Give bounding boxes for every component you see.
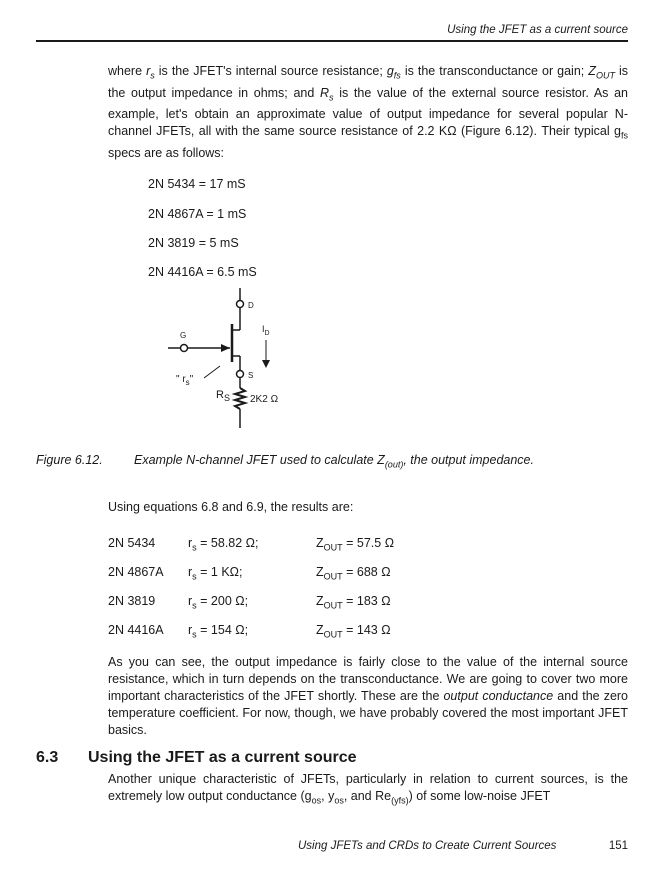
z-sub: OUT: [323, 571, 343, 582]
rs-internal-quote: ": [189, 374, 194, 385]
section-text: ) of some low-noise JFET: [408, 789, 551, 803]
intro-var: Z: [588, 64, 596, 78]
z-sub: OUT: [323, 542, 343, 553]
resistor-value: 2K2 Ω: [250, 394, 279, 405]
intro-text: is the JFET's internal source resistance;: [154, 64, 387, 78]
rs-var: r: [188, 594, 193, 608]
resistor-label: [216, 389, 230, 403]
discussion-text: As you can see, the output impedance is fairly close to the value of the internal source resistance, which in turn depends on the transconductance. We are going to cover two more important characteristics of the JFET shortly. These are the: [108, 655, 628, 703]
spec-line: 2N 3819 = 5 mS: [148, 236, 239, 250]
drain-current-label: [262, 324, 270, 337]
spec-line: 2N 4416A = 6.5 mS: [148, 265, 257, 279]
internal-rs-label: [176, 374, 194, 387]
zout-value: [316, 623, 391, 640]
drain-terminal: [237, 301, 244, 308]
section-sub: os: [334, 795, 344, 806]
jfet-circuit-diagram: [150, 288, 320, 433]
section-text: , and: [343, 789, 376, 803]
running-header: Using the JFET as a current source: [447, 24, 628, 36]
z-var: Z: [316, 536, 324, 550]
rs-internal-subscript: s: [185, 378, 190, 387]
zout-value: [316, 565, 391, 582]
id-subscript: D: [264, 330, 270, 337]
intro-sub: fs: [393, 70, 401, 81]
zout-value: [316, 536, 394, 553]
intro-text: specs are as follows:: [108, 145, 225, 160]
spec-line: 2N 4867A = 1 mS: [148, 207, 247, 221]
discussion-emphasis: output conductance: [443, 689, 554, 703]
section-text: Another unique characteristic of JFETs, particularly in relation to current sources, is the extremely low output conductance (: [108, 772, 628, 803]
part-number: 2N 4867A: [108, 565, 164, 579]
section-number: 6.3: [36, 749, 59, 766]
rs-sub: s: [192, 600, 197, 611]
z-sub: OUT: [323, 629, 343, 640]
z-var: Z: [316, 594, 324, 608]
part-number: 2N 3819: [108, 594, 156, 608]
source-label: S: [248, 371, 254, 380]
intro-var: g: [614, 124, 621, 138]
rs-value: [188, 536, 259, 553]
resistor-zigzag: [235, 388, 245, 409]
section-title: Using the JFET as a current source: [88, 749, 357, 766]
section-sub: os: [311, 795, 322, 806]
id-letter: I: [262, 324, 265, 334]
caption-text: , the output impedance.: [403, 453, 534, 467]
rs-internal-letter: " r: [176, 374, 186, 385]
rs-value: [188, 565, 243, 582]
rs-amount: = 154 Ω;: [196, 623, 249, 637]
rs-pointer-line: [204, 366, 220, 378]
rs-amount: = 1 KΩ;: [196, 565, 243, 579]
gate-terminal: [181, 345, 188, 352]
intro-text: is the value of the external source resistor. As an example, let's obtain an approximate value of output impedance for several popular N-channel JFETs, all with the same source resistance of 2.2 KΩ (Figure 6.12). Their typical: [108, 85, 628, 138]
gate-arrow: [221, 344, 230, 352]
z-sub: OUT: [323, 600, 343, 611]
intro-paragraph: [108, 63, 628, 162]
z-amount: = 688 Ω: [342, 565, 391, 579]
rs-var: r: [188, 536, 193, 550]
rs-amount: = 58.82 Ω;: [196, 536, 259, 550]
z-var: Z: [316, 623, 324, 637]
id-arrowhead: [262, 360, 270, 368]
section-var: g: [304, 789, 312, 803]
results-intro: Using equations 6.8 and 6.9, the results are:: [108, 500, 354, 514]
rs-value: [188, 623, 248, 640]
z-amount: = 57.5 Ω: [342, 536, 395, 550]
intro-sub: s: [150, 70, 155, 81]
caption-sub: (out): [384, 459, 404, 470]
section-var: Re: [375, 789, 392, 803]
zout-value: [316, 594, 391, 611]
drain-label: D: [248, 301, 254, 310]
rs-var: r: [188, 565, 193, 579]
z-var: Z: [316, 565, 324, 579]
rs-letter: R: [216, 389, 224, 401]
rs-sub: s: [192, 571, 197, 582]
rs-amount: = 200 Ω;: [196, 594, 249, 608]
source-terminal: [237, 371, 244, 378]
z-amount: = 143 Ω: [342, 623, 391, 637]
section-paragraph: [108, 771, 628, 810]
intro-var: R: [320, 85, 330, 100]
z-amount: = 183 Ω: [342, 594, 391, 608]
caption-text: Example N-channel JFET used to calculate Z: [134, 453, 385, 467]
discussion-paragraph: [108, 654, 628, 739]
part-number: 2N 4416A: [108, 623, 164, 637]
rs-sub: s: [192, 542, 197, 553]
figure-label: Figure 6.12.: [36, 453, 103, 467]
section-var: y: [328, 789, 335, 803]
rs-sub: s: [192, 629, 197, 640]
intro-text: is the transconductance or gain;: [400, 64, 589, 78]
gate-label: G: [180, 331, 187, 340]
header-rule: [36, 40, 628, 42]
section-sub: (yfs): [391, 795, 409, 806]
rs-var: r: [188, 623, 193, 637]
intro-sub: fs: [620, 130, 628, 141]
figure-caption: [134, 453, 534, 470]
intro-text: is the output impedance in ohms; and: [108, 64, 628, 100]
intro-text: where: [108, 64, 147, 78]
footer-title: Using JFETs and CRDs to Create Current Sources: [298, 840, 557, 852]
rs-subscript: S: [223, 393, 230, 403]
page-number: 151: [608, 840, 628, 852]
intro-sub: OUT: [595, 70, 615, 81]
rs-value: [188, 594, 248, 611]
intro-var: r: [146, 64, 151, 78]
spec-line: 2N 5434 = 17 mS: [148, 177, 246, 191]
section-text: ,: [321, 789, 329, 803]
intro-sub: s: [329, 92, 334, 102]
discussion-text: and the zero temperature coefficient. For now, though, we have probably covered the most important JFET basics.: [108, 689, 629, 737]
intro-var: g: [386, 64, 394, 78]
part-number: 2N 5434: [108, 536, 156, 550]
